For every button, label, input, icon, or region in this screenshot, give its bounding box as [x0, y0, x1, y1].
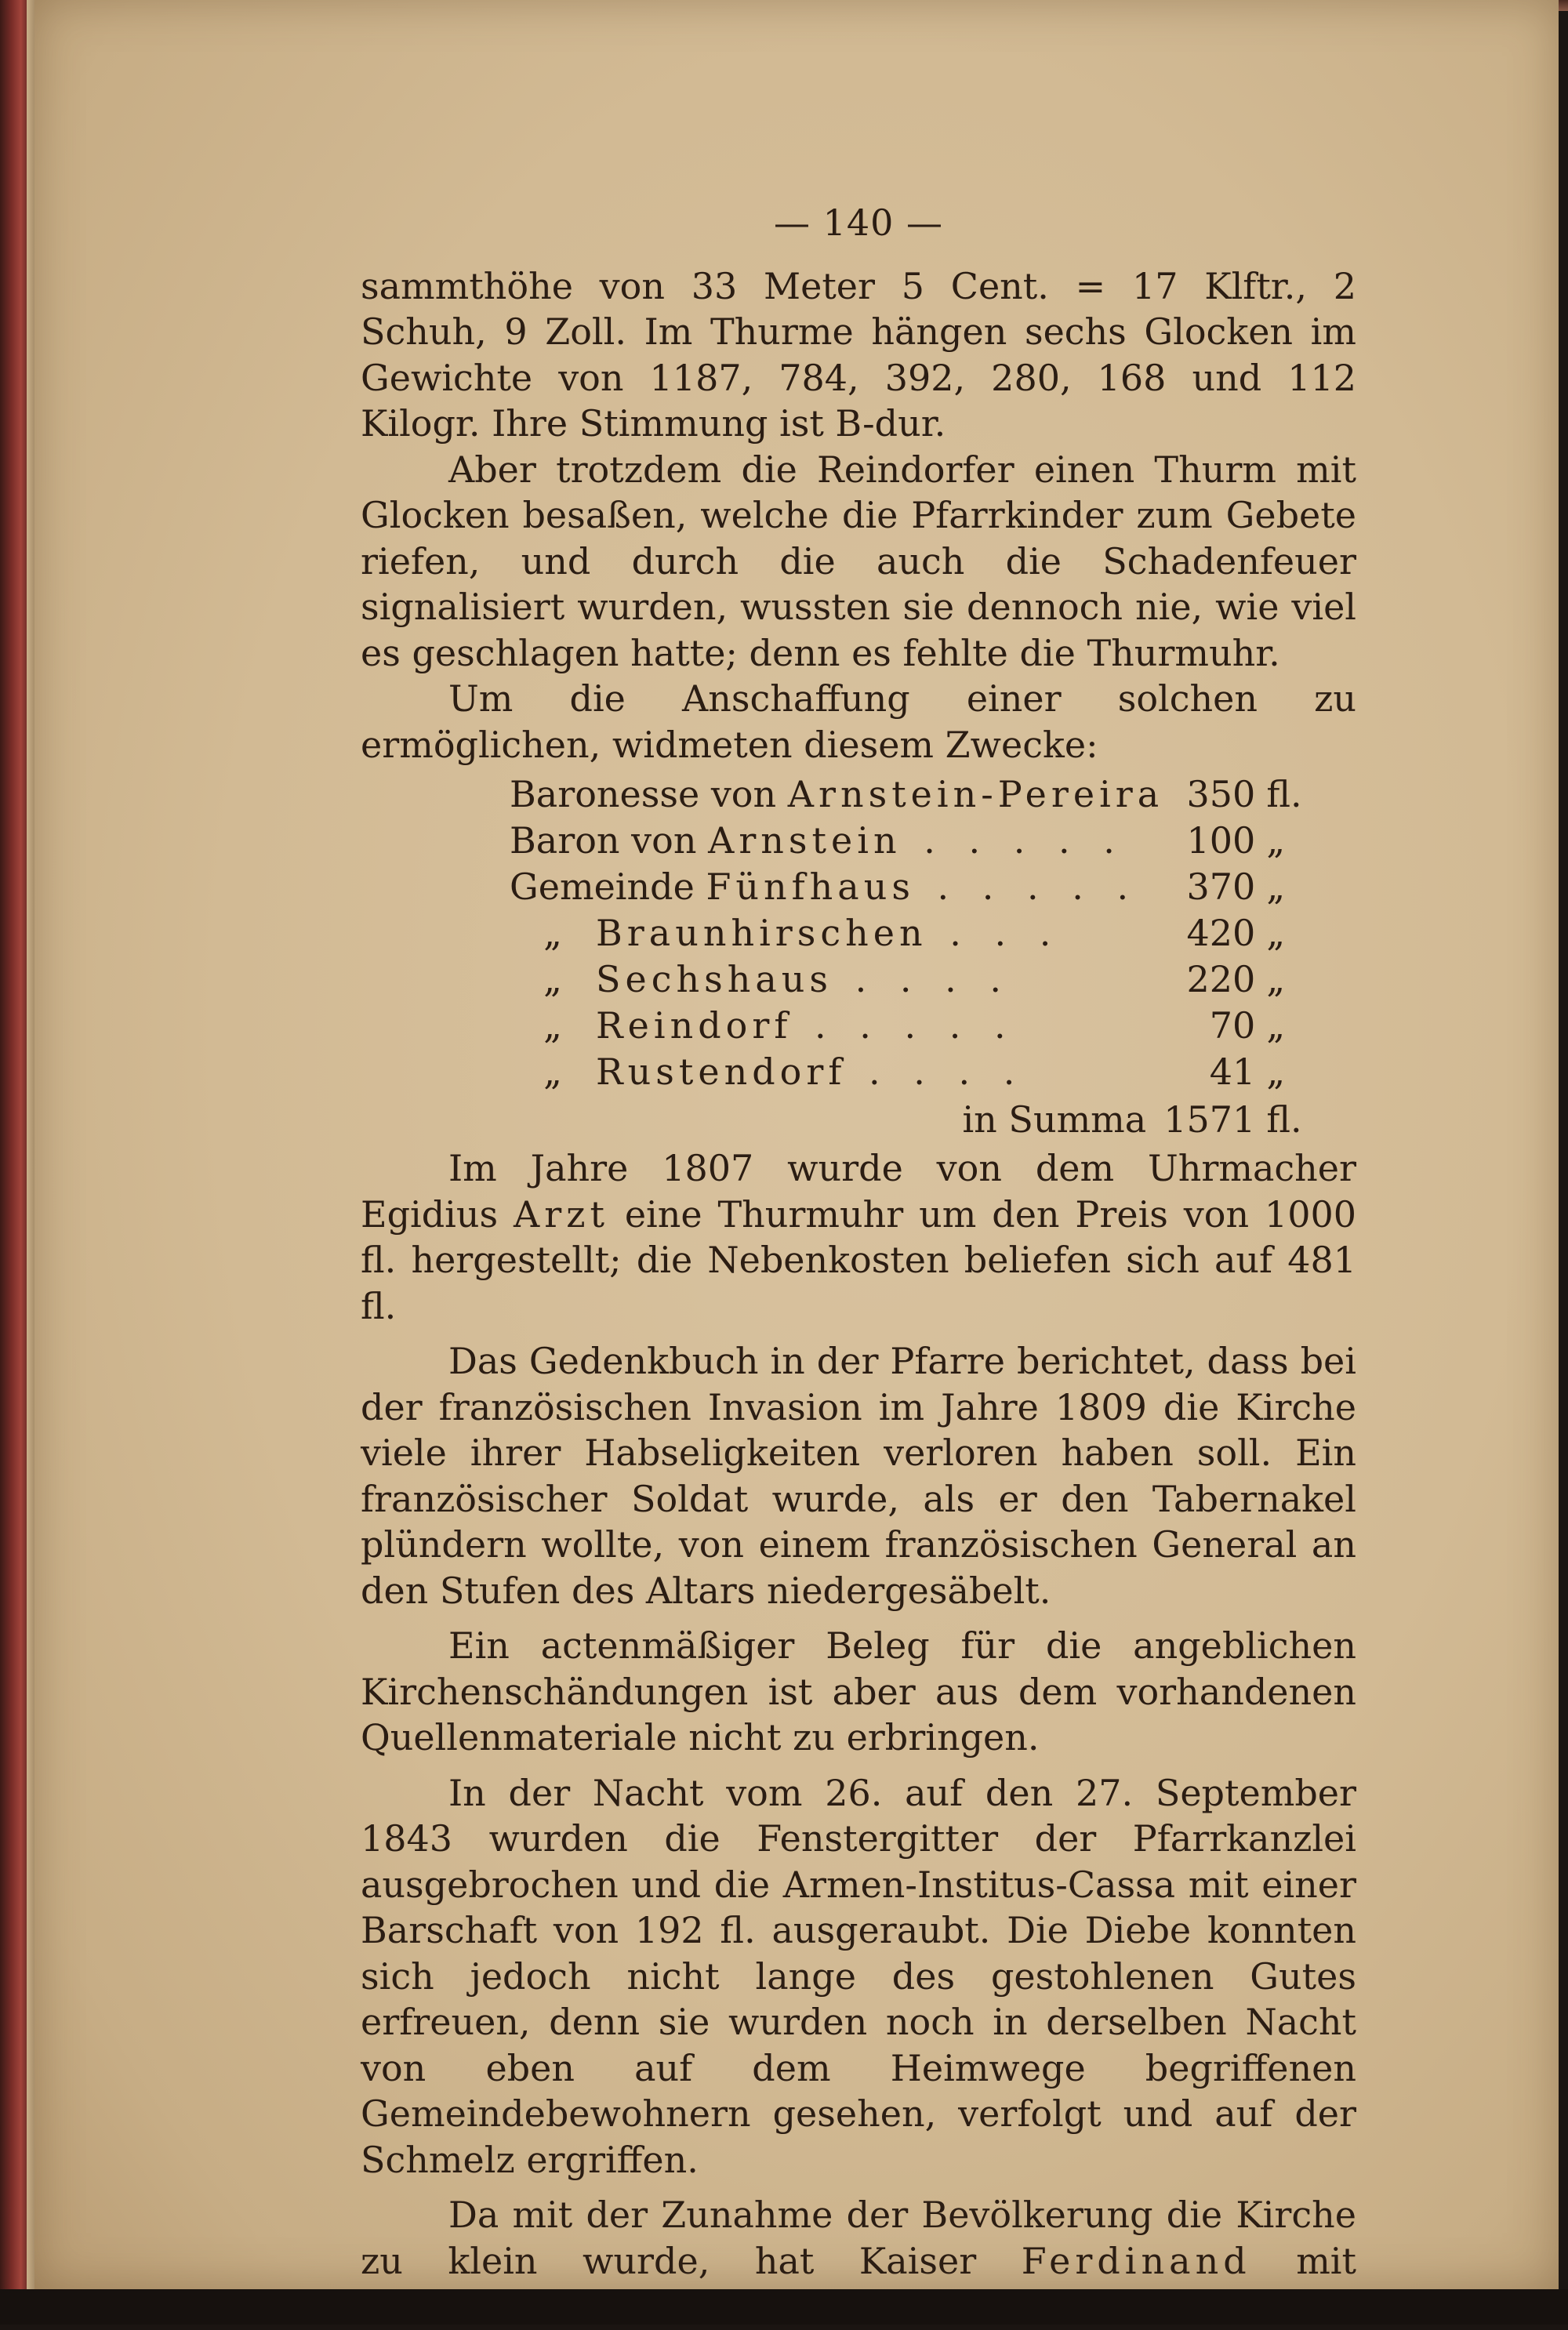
donor-name: Arnstein	[708, 818, 902, 862]
expansion-rest: mit	[1296, 2239, 1357, 2282]
donation-row	[510, 817, 1302, 863]
donation-amount: 70	[1209, 1003, 1256, 1047]
total-amount: 1571	[1163, 1098, 1256, 1141]
ditto-mark: „	[543, 1003, 562, 1047]
donation-amount: 350	[1186, 772, 1256, 815]
leader-dots: . . . .	[833, 957, 1012, 1000]
donation-amount: 100	[1186, 818, 1256, 862]
donation-total-row	[510, 1094, 1302, 1142]
paragraph-donation-intro: Um die Anschaffung einer solchen zu ermöglichen, widmeten diesem Zwecke:	[361, 677, 1356, 766]
emperor-name: Ferdinand	[1021, 2239, 1251, 2282]
ditto-mark: „	[543, 1050, 562, 1093]
donation-row	[510, 956, 1302, 1002]
donation-row	[510, 1002, 1302, 1048]
clock-maker-rest: eine Thurmuhr um den Preis von 1000 fl. hergestellt; die Nebenkosten beliefen sich auf 481 fl.	[361, 1192, 1356, 1327]
total-unit: fl.	[1266, 1098, 1302, 1141]
leader-dots: . . . .	[846, 1050, 1026, 1093]
leader-dots: . . .	[927, 911, 1062, 954]
donation-unit: „	[1266, 818, 1286, 862]
donor-name: Arnstein-Pereira	[787, 772, 1164, 815]
paragraph-clock-maker	[361, 1145, 1356, 1329]
donor-prefix: Baron von	[510, 818, 709, 862]
donation-row	[510, 909, 1302, 956]
donation-unit: „	[1266, 1003, 1286, 1047]
expansion-intro: Da mit der Zunahme der Bevölkerung die Kirche zu klein wurde, hat Kaiser	[361, 2194, 1356, 2282]
leader-dots: . . . . .	[792, 1003, 1017, 1047]
paragraph-evidence: Ein actenmäßiger Beleg für die angeblichen Kirchenschändungen ist aber aus dem vorhandenen Quellenmateriale nicht zu erbringen.	[361, 1624, 1356, 1758]
paragraph-tower-height: sammthöhe von 33 Meter 5 Cent. = 17 Klftr., 2 Schuh, 9 Zoll. Im Thurme hängen sechs Glocken im Gewichte von 1187, 784, 392, 280, 168 und 112 Kilogr. Ihre Stimmung ist B-dur.	[361, 264, 1356, 445]
donation-row	[510, 863, 1302, 909]
donation-unit: „	[1266, 911, 1286, 954]
clock-maker-intro: Im Jahre 1807 wurde von dem Uhrmacher Egidius	[361, 1147, 1356, 1236]
donation-unit: „	[1266, 865, 1286, 908]
clock-maker-name: Arzt	[514, 1192, 609, 1236]
paragraph-robbery: In der Nacht vom 26. auf den 27. September 1843 wurden die Fenstergitter der Pfarrkanzlei ausgebrochen und die Armen-Institus-Cassa mit einer Barschaft von 192 fl. ausgeraubt. Die Diebe konnten sich jedoch nicht lange des gestohlenen Gutes erfreuen, denn sie wurden noch in derselben Nacht von eben auf dem Heimwege begriffenen Gemeindebewohnern gesehen, verfolgt und auf der Schmelz ergriffen.	[361, 1771, 1356, 2181]
donor-name: Braunhirschen	[596, 911, 927, 954]
paragraph-french-invasion: Das Gedenkbuch in der Pfarre berichtet, dass bei der französischen Invasion im Jahre 1809 die Kirche viele ihrer Habseligkeiten verloren haben soll. Ein französischer Soldat wurde, als er den Tabernakel plündern wollte, von einem französischen General an den Stufen des Altars niedergesäbelt.	[361, 1340, 1356, 1612]
donor-prefix: Baronesse von	[510, 772, 788, 815]
donor-name: Reindorf	[596, 1003, 793, 1047]
donation-amount: 220	[1186, 957, 1256, 1000]
book-bottom-edge	[0, 2289, 1568, 2325]
donation-unit: „	[1266, 957, 1286, 1000]
donation-amount: 370	[1186, 865, 1256, 908]
paragraph-tower-clock: Aber trotzdem die Reindorfer einen Thurm mit Glocken besaßen, welche die Pfarrkinder zum Gebete riefen, und durch die auch die Schadenfeuer signalisiert wurden, wussten sie dennoch nie, wie viel es geschlagen hatte; denn es fehlte die Thurmuhr.	[361, 448, 1356, 674]
ditto-mark: „	[543, 957, 562, 1000]
leader-dots: . . . . .	[901, 818, 1126, 862]
page-content	[361, 200, 1356, 2330]
book-spine	[0, 0, 30, 2325]
donation-unit: „	[1266, 1050, 1286, 1093]
donation-row	[510, 771, 1302, 817]
donation-amount: 41	[1209, 1050, 1256, 1093]
page-number: — 140 —	[773, 201, 944, 244]
donor-name: Fünfhaus	[706, 865, 915, 908]
leader-dots: . . . . .	[914, 865, 1140, 908]
ditto-mark: „	[543, 911, 562, 954]
total-label: in Summa	[962, 1098, 1147, 1141]
page-stack-edge	[27, 0, 34, 2325]
donation-table	[510, 771, 1302, 1142]
donor-name: Rustendorf	[596, 1050, 847, 1093]
donation-row	[510, 1048, 1302, 1094]
donation-unit: fl.	[1266, 772, 1302, 815]
donor-name: Sechshaus	[596, 957, 833, 1000]
donor-prefix: Gemeinde	[510, 865, 706, 908]
donation-amount: 420	[1186, 911, 1256, 954]
